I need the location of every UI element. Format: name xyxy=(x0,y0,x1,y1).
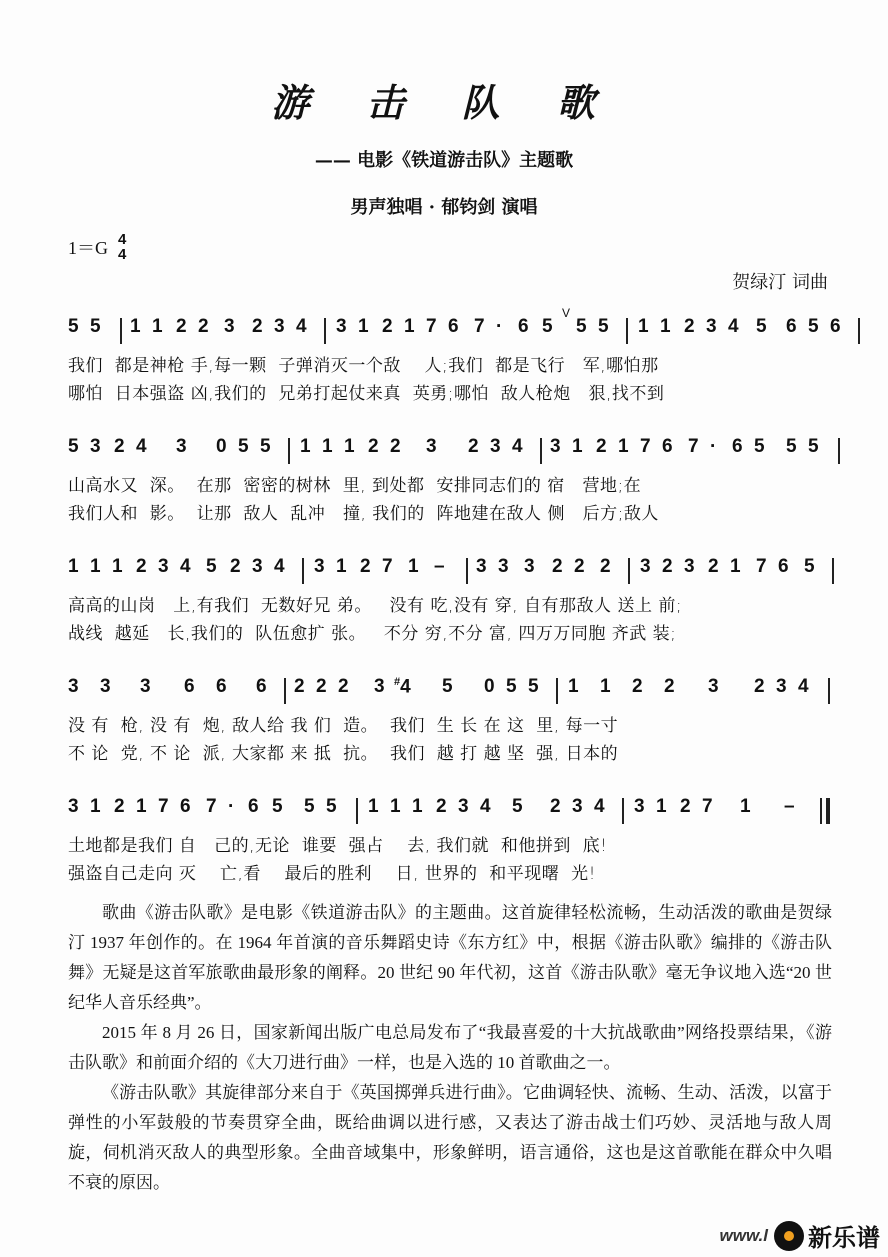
lyric-verse-2: 哪怕 日本强盗 凶,我们的 兄弟打起仗来真 英勇;哪怕 敌人枪炮 狠,找不到 xyxy=(68,384,665,404)
composer-credits: 贺绿汀 词曲 xyxy=(732,272,828,293)
barline xyxy=(838,438,840,464)
note: 3 xyxy=(776,676,787,697)
note: 3 xyxy=(498,556,509,577)
vinyl-record-icon xyxy=(774,1221,804,1251)
note: 1 xyxy=(344,436,355,457)
note: 2 xyxy=(552,556,563,577)
note: 5 xyxy=(238,436,249,457)
note: 2 xyxy=(468,436,479,457)
barline xyxy=(288,438,290,464)
note: 3 xyxy=(706,316,717,337)
barline xyxy=(628,558,630,584)
note: 5 xyxy=(326,796,337,817)
note: 1 xyxy=(638,316,649,337)
site-watermark xyxy=(720,1218,881,1253)
note: 2 xyxy=(368,436,379,457)
note: 3 xyxy=(274,316,285,337)
note: 3 xyxy=(374,676,385,697)
notation-line xyxy=(68,676,828,712)
final-barline xyxy=(820,798,822,824)
song-subtitle: —— 电影《铁道游击队》主题歌 xyxy=(314,150,574,171)
note: 2 xyxy=(316,676,327,697)
barline xyxy=(832,558,834,584)
note: 6 xyxy=(518,316,529,337)
note: 6 xyxy=(180,796,191,817)
note: 2 xyxy=(114,436,125,457)
note: 2 xyxy=(436,796,447,817)
note: 3 xyxy=(90,436,101,457)
breath-mark: V xyxy=(562,306,571,320)
note: 6 xyxy=(448,316,459,337)
note: 1 xyxy=(112,556,123,577)
note: 6 xyxy=(778,556,789,577)
note: 4 xyxy=(594,796,605,817)
note: 3 xyxy=(684,556,695,577)
note: 2 xyxy=(230,556,241,577)
note: 3 xyxy=(634,796,645,817)
barline xyxy=(622,798,624,824)
note: 3 xyxy=(158,556,169,577)
note: 4 xyxy=(296,316,307,337)
note: 7 xyxy=(158,796,169,817)
note: 6 xyxy=(216,676,227,697)
note: 6 xyxy=(184,676,195,697)
time-signature: 4 4 xyxy=(118,231,127,263)
note: 1 xyxy=(368,796,379,817)
note: 4 xyxy=(512,436,523,457)
song-title: 游 击 队 歌 xyxy=(271,80,617,125)
note: 3 xyxy=(68,796,79,817)
note: 2 xyxy=(684,316,695,337)
note: 5 xyxy=(442,676,453,697)
note: 7 xyxy=(702,796,713,817)
performer-line: 男声独唱 · 郁钧剑 演唱 xyxy=(350,197,538,218)
lyric-verse-1: 没 有 枪, 没 有 炮, 敌人给 我 们 造。 我们 生 长 在 这 里, 每一寸 xyxy=(68,716,619,736)
barline xyxy=(556,678,558,704)
note: 5 xyxy=(90,316,101,337)
barline xyxy=(356,798,358,824)
note: 4 xyxy=(480,796,491,817)
barline xyxy=(828,678,830,704)
note: 5 xyxy=(272,796,283,817)
note: 3 xyxy=(224,316,235,337)
lyric-verse-2: 战线 越延 长,我们的 队伍愈扩 张。 不分 穷,不分 富, 四万万同胞 齐武 装; xyxy=(68,624,677,644)
barline xyxy=(858,318,860,344)
note: 3 xyxy=(572,796,583,817)
note: 1 xyxy=(730,556,741,577)
music-system-1 xyxy=(68,306,841,408)
note: 2 xyxy=(662,556,673,577)
note: 1 xyxy=(130,316,141,337)
note: 6 xyxy=(732,436,743,457)
music-system-3 xyxy=(68,556,828,648)
notation-line xyxy=(68,436,828,472)
watermark-brand: 新乐谱 xyxy=(808,1224,880,1252)
note: 1 xyxy=(358,316,369,337)
note: 7 xyxy=(206,796,217,817)
music-system-4 xyxy=(68,676,828,768)
notation-line xyxy=(68,796,828,832)
note: 2 xyxy=(708,556,719,577)
note: 2 xyxy=(360,556,371,577)
note: 2 xyxy=(680,796,691,817)
note: 3 xyxy=(336,316,347,337)
note: 2 xyxy=(664,676,675,697)
note: 2 xyxy=(382,316,393,337)
note: 1 xyxy=(408,556,419,577)
notation-line xyxy=(68,306,841,352)
note: 2 xyxy=(252,316,263,337)
note: 1 xyxy=(740,796,751,817)
note: 3 xyxy=(476,556,487,577)
note: 5 xyxy=(598,316,609,337)
note: 3 xyxy=(708,676,719,697)
note: – xyxy=(784,796,795,817)
note: 1 xyxy=(404,316,415,337)
note: 5 xyxy=(260,436,271,457)
note: 7 xyxy=(474,316,485,337)
note: 4 xyxy=(180,556,191,577)
note: 3 xyxy=(100,676,111,697)
barline xyxy=(540,438,542,464)
song-description xyxy=(68,898,832,1198)
note: 1 xyxy=(322,436,333,457)
notation-line xyxy=(68,556,828,592)
note: 5 xyxy=(808,436,819,457)
note: 3 xyxy=(524,556,535,577)
note: 6 xyxy=(248,796,259,817)
note: 0 xyxy=(484,676,495,697)
note: #4 xyxy=(394,676,411,698)
note: 1 xyxy=(660,316,671,337)
note: 5 xyxy=(528,676,539,697)
note: 1 xyxy=(300,436,311,457)
note: 3 xyxy=(550,436,561,457)
note: 5 xyxy=(542,316,553,337)
note: 6 xyxy=(662,436,673,457)
note: 1 xyxy=(136,796,147,817)
lyric-verse-2: 我们人和 影。 让那 敌人 乱冲 撞, 我们的 阵地建在敌人 侧 后方;敌人 xyxy=(68,504,659,524)
barline xyxy=(284,678,286,704)
lyric-verse-2: 不 论 党, 不 论 派, 大家都 来 抵 抗。 我们 越 打 越 坚 强, 日本的 xyxy=(68,744,619,764)
note: 5 xyxy=(512,796,523,817)
watermark-url: www.l xyxy=(719,1225,768,1245)
music-system-2 xyxy=(68,436,828,528)
note: 5 xyxy=(506,676,517,697)
barline xyxy=(324,318,326,344)
lyric-verse-1: 土地都是我们 自 己的,无论 谁要 强占 去, 我们就 和他拼到 底! xyxy=(68,836,608,856)
note: 5 xyxy=(576,316,587,337)
note: 4 xyxy=(798,676,809,697)
barline xyxy=(626,318,628,344)
note: 2 xyxy=(338,676,349,697)
note: 1 xyxy=(568,676,579,697)
note: 3 xyxy=(176,436,187,457)
lyric-verse-1: 我们 都是神枪 手,每一颗 子弹消灭一个敌 人;我们 都是飞行 军,哪怕那 xyxy=(68,356,659,376)
note: 3 xyxy=(426,436,437,457)
note: 2 xyxy=(114,796,125,817)
note: 2 xyxy=(754,676,765,697)
note: 6 xyxy=(830,316,841,337)
note: 5 xyxy=(804,556,815,577)
final-barline xyxy=(826,798,830,824)
note: 5 xyxy=(786,436,797,457)
barline xyxy=(120,318,122,344)
note: 7 xyxy=(426,316,437,337)
note: 5 xyxy=(68,316,79,337)
note: 1 xyxy=(572,436,583,457)
note: 1 xyxy=(390,796,401,817)
note: 7 xyxy=(382,556,393,577)
paragraph: 歌曲《游击队歌》是电影《铁道游击队》的主题曲。这首旋律轻松流畅，生动活泼的歌曲是贺绿汀 1937 年创作的。在 1964 年首演的音乐舞蹈史诗《东方红》中，根据《游击队歌》编排的《游击队舞》无疑是这首军旅歌曲最形象的阐释。20 世纪 90 年代初，这首《游击队歌》毫无争议地入选“20 世纪华人音乐经典”。 xyxy=(68,903,832,1012)
note: – xyxy=(434,556,445,577)
note: 2 xyxy=(632,676,643,697)
note: 4 xyxy=(728,316,739,337)
note: 7 xyxy=(640,436,651,457)
note: 2 xyxy=(574,556,585,577)
note: 1 xyxy=(90,796,101,817)
note: 1 xyxy=(68,556,79,577)
note: 1 xyxy=(336,556,347,577)
note: 5 xyxy=(756,316,767,337)
key-label: 1＝G xyxy=(68,238,108,258)
note: 2 xyxy=(176,316,187,337)
note: 2 xyxy=(390,436,401,457)
barline xyxy=(302,558,304,584)
note: 6 xyxy=(256,676,267,697)
note: · xyxy=(496,316,503,337)
note: 3 xyxy=(490,436,501,457)
lyric-verse-1: 高高的山岗 上,有我们 无数好兄 弟。 没有 吃,没有 穿, 自有那敌人 送上 前; xyxy=(68,596,683,616)
note: 4 xyxy=(136,436,147,457)
note: 2 xyxy=(600,556,611,577)
note: 1 xyxy=(90,556,101,577)
note: 3 xyxy=(140,676,151,697)
note: 2 xyxy=(550,796,561,817)
lyric-verse-1: 山高水又 深。 在那 密密的树林 里, 到处都 安排同志们的 宿 营地;在 xyxy=(68,476,642,496)
note: 2 xyxy=(294,676,305,697)
note: 1 xyxy=(600,676,611,697)
note: 5 xyxy=(68,436,79,457)
note: 0 xyxy=(216,436,227,457)
note: 3 xyxy=(252,556,263,577)
note: 5 xyxy=(754,436,765,457)
note: 4 xyxy=(274,556,285,577)
note: 5 xyxy=(808,316,819,337)
key-signature xyxy=(68,232,126,262)
note: 2 xyxy=(596,436,607,457)
note: 3 xyxy=(640,556,651,577)
note: 3 xyxy=(314,556,325,577)
note: 1 xyxy=(152,316,163,337)
note: 7 xyxy=(756,556,767,577)
note: 1 xyxy=(618,436,629,457)
note: 1 xyxy=(656,796,667,817)
note: 1 xyxy=(412,796,423,817)
note: · xyxy=(228,796,235,817)
note: 5 xyxy=(206,556,217,577)
note: 2 xyxy=(136,556,147,577)
note: 7 xyxy=(688,436,699,457)
note: 3 xyxy=(458,796,469,817)
paragraph: 2015 年 8 月 26 日，国家新闻出版广电总局发布了“我最喜爱的十大抗战歌曲”网络投票结果，《游击队歌》和前面介绍的《大刀进行曲》一样，也是入选的 10 首歌曲之一。 xyxy=(68,1023,832,1072)
note: 5 xyxy=(304,796,315,817)
paragraph: 《游击队歌》其旋律部分来自于《英国掷弹兵进行曲》。它曲调轻快、流畅、生动、活泼，以富于弹性的小军鼓般的节奏贯穿全曲，既给曲调以进行感，又表达了游击战士们巧妙、灵活地与敌人周旋，伺机消灭敌人的典型形象。全曲音域集中，形象鲜明，语言通俗，这也是这首歌能在群众中久唱不衰的原因。 xyxy=(68,1083,832,1192)
note: 2 xyxy=(198,316,209,337)
note: 6 xyxy=(786,316,797,337)
note: · xyxy=(710,436,717,457)
music-system-5 xyxy=(68,796,828,888)
barline xyxy=(466,558,468,584)
lyric-verse-2: 强盗自己走向 灭 亡,看 最后的胜利 日, 世界的 和平现曙 光! xyxy=(68,864,596,884)
note: 3 xyxy=(68,676,79,697)
